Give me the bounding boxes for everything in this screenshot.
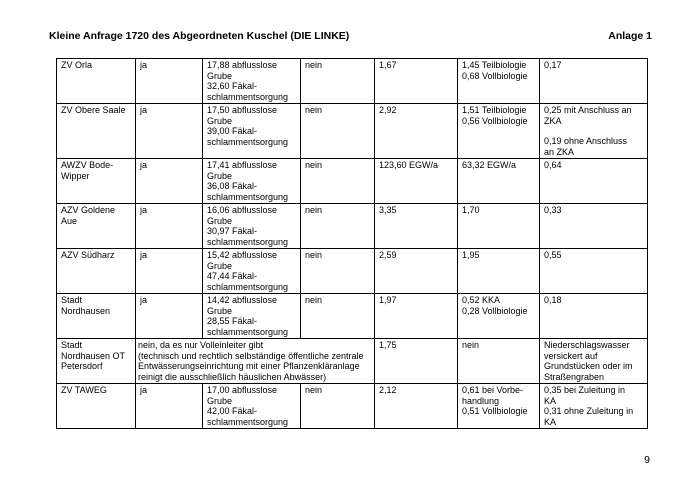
cell-line: 1,95 xyxy=(462,250,480,260)
treatment-cell xyxy=(458,294,540,339)
cost-cell xyxy=(203,384,301,429)
cell-line: nein xyxy=(305,385,323,395)
connection-cell xyxy=(136,204,203,249)
cell-line: AZV Südharz xyxy=(61,250,115,260)
cell-line: 0,56 Vollbiologie xyxy=(462,115,528,126)
cell-line: Grube xyxy=(207,115,233,126)
cell-line: nein, da es nur Volleinleiter gibt xyxy=(138,340,264,350)
connection-cell xyxy=(136,294,203,339)
cell-line: nein xyxy=(462,340,480,350)
cell-line: 2,12 xyxy=(379,385,397,395)
connection-cell xyxy=(136,159,203,204)
volume-cell xyxy=(375,249,458,294)
table-row xyxy=(57,59,648,104)
association-name-cell xyxy=(57,104,136,159)
cell-line: 15,42 abflusslose xyxy=(207,250,278,260)
association-name-cell xyxy=(57,294,136,339)
cell-line: ja xyxy=(140,160,148,170)
cell-line: reinigt die ausschließlich häuslichen Abwässer) xyxy=(138,371,327,382)
volume-cell xyxy=(375,339,458,384)
cell-line: an ZKA xyxy=(544,146,575,157)
cell-line: nein xyxy=(305,295,323,305)
table-row xyxy=(57,204,648,249)
cost-cell xyxy=(203,204,301,249)
cell-line: 0,55 xyxy=(544,250,562,260)
cell-line: KA xyxy=(544,395,557,406)
cell-line: Grube xyxy=(207,395,233,406)
cell-line: nein xyxy=(305,105,323,115)
cell-line: nein xyxy=(305,250,323,260)
treatment-cell xyxy=(458,249,540,294)
cell-line: ja xyxy=(140,295,148,305)
cell-line: Stadt xyxy=(61,295,83,305)
rate-cell xyxy=(540,339,648,384)
cell-line: 47,44 Fäkal- xyxy=(207,271,258,281)
cell-line: KA xyxy=(544,416,557,427)
merged-note-cell xyxy=(136,339,375,384)
cell-line: 0,17 xyxy=(544,60,562,70)
volume-cell xyxy=(375,294,458,339)
cell-line: 0,35 bei Zuleitung in xyxy=(544,385,626,395)
cell-line: nein xyxy=(305,205,323,215)
cost-cell xyxy=(203,104,301,159)
rate-cell xyxy=(540,59,648,104)
cell-line: Grube xyxy=(207,170,233,181)
cell-line: schlammentsorgung xyxy=(207,236,289,247)
cell-line: Nordhausen OT xyxy=(61,350,126,361)
cell-line: 2,92 xyxy=(379,105,397,115)
cell-line: AZV Goldene xyxy=(61,205,116,215)
cell-line: schlammentsorgung xyxy=(207,136,289,147)
flag-cell xyxy=(301,59,375,104)
rate-cell xyxy=(540,204,648,249)
cell-line: 32,60 Fäkal- xyxy=(207,81,258,91)
cell-line: 0,68 Vollbiologie xyxy=(462,70,528,81)
treatment-cell xyxy=(458,384,540,429)
cell-line: 16,06 abflusslose xyxy=(207,205,278,215)
connection-cell xyxy=(136,249,203,294)
cell-line: Grube xyxy=(207,305,233,316)
cell-line: AWZV Bode- xyxy=(61,160,114,170)
page-number: 9 xyxy=(644,454,650,466)
cell-line: Grube xyxy=(207,260,233,271)
treatment-cell xyxy=(458,159,540,204)
cell-line: Straßengraben xyxy=(544,371,605,382)
flag-cell xyxy=(301,104,375,159)
cell-line: 63,32 EGW/a xyxy=(462,160,517,170)
cell-line: 14,42 abflusslose xyxy=(207,295,278,305)
cell-line: 1,45 Teilbiologie xyxy=(462,60,527,70)
association-name-cell xyxy=(57,339,136,384)
cell-line: Petersdorf xyxy=(61,361,103,371)
table-row xyxy=(57,159,648,204)
cell-line: 0,19 ohne Anschluss xyxy=(544,136,628,146)
connection-cell xyxy=(136,104,203,159)
cell-line: 0,52 KKA xyxy=(462,295,501,305)
treatment-cell xyxy=(458,204,540,249)
flag-cell xyxy=(301,384,375,429)
cell-line: 1,75 xyxy=(379,340,397,350)
cell-line: ZKA xyxy=(544,115,562,126)
volume-cell xyxy=(375,384,458,429)
volume-cell xyxy=(375,159,458,204)
cell-line: 36,08 Fäkal- xyxy=(207,181,258,191)
treatment-cell xyxy=(458,59,540,104)
cost-cell xyxy=(203,294,301,339)
association-name-cell xyxy=(57,384,136,429)
cell-line: schlammentsorgung xyxy=(207,326,289,337)
table-row xyxy=(57,294,648,339)
cell-line: Grundstücken oder im xyxy=(544,361,633,371)
rate-cell xyxy=(540,104,648,159)
treatment-cell xyxy=(458,104,540,159)
table-row xyxy=(57,104,648,159)
cell-line: 0,61 bei Vorbe- xyxy=(462,385,524,395)
cell-line: 42,00 Fäkal- xyxy=(207,406,258,416)
association-name-cell xyxy=(57,204,136,249)
cell-line: ja xyxy=(140,385,148,395)
document-title: Kleine Anfrage 1720 des Abgeordneten Kuschel (DIE LINKE) xyxy=(49,30,350,42)
table-row xyxy=(57,384,648,429)
flag-cell xyxy=(301,294,375,339)
cell-line: (technisch und rechtlich selbständige öffentliche zentrale xyxy=(138,350,364,361)
cell-line: ja xyxy=(140,205,148,215)
flag-cell xyxy=(301,204,375,249)
cost-cell xyxy=(203,249,301,294)
cell-line xyxy=(544,126,644,136)
cell-line: schlammentsorgung xyxy=(207,191,289,202)
connection-cell xyxy=(136,59,203,104)
cell-line: 17,50 abflusslose xyxy=(207,105,278,115)
cell-line: Grube xyxy=(207,70,233,81)
association-name-cell xyxy=(57,249,136,294)
cell-line: ZV TAWEG xyxy=(61,385,107,395)
flag-cell xyxy=(301,159,375,204)
cell-line: 123,60 EGW/a xyxy=(379,160,439,170)
flag-cell xyxy=(301,249,375,294)
cell-line: ja xyxy=(140,60,148,70)
rate-cell xyxy=(540,294,648,339)
association-name-cell xyxy=(57,159,136,204)
cell-line: 39,00 Fäkal- xyxy=(207,126,258,136)
cell-line: nein xyxy=(305,60,323,70)
cell-line: Grube xyxy=(207,215,233,226)
cell-line: nein xyxy=(305,160,323,170)
cell-line: Entwässerungseinrichtung mit einer Pflanzenkläranlage xyxy=(138,361,360,371)
volume-cell xyxy=(375,59,458,104)
volume-cell xyxy=(375,104,458,159)
cost-cell xyxy=(203,159,301,204)
cell-line: 0,51 Vollbiologie xyxy=(462,406,528,416)
connection-cell xyxy=(136,384,203,429)
volume-cell xyxy=(375,204,458,249)
rate-cell xyxy=(540,384,648,429)
cell-line: Stadt xyxy=(61,340,83,350)
rate-cell xyxy=(540,249,648,294)
cell-line: Niederschlagswasser xyxy=(544,340,630,350)
cell-line: 3,35 xyxy=(379,205,397,215)
cell-line: 0,64 xyxy=(544,160,562,170)
cost-cell xyxy=(203,59,301,104)
cell-line: handlung xyxy=(462,395,500,406)
cell-line: ZV Orla xyxy=(61,60,93,70)
association-name-cell xyxy=(57,59,136,104)
cell-line: 17,88 abflusslose xyxy=(207,60,278,70)
cell-line: schlammentsorgung xyxy=(207,91,289,102)
cell-line: ja xyxy=(140,250,148,260)
cell-line: 28,55 Fäkal- xyxy=(207,316,258,326)
cell-line: schlammentsorgung xyxy=(207,281,289,292)
cell-line: 1,70 xyxy=(462,205,480,215)
cell-line: 30,97 Fäkal- xyxy=(207,226,258,236)
cell-line: Aue xyxy=(61,215,78,226)
cell-line: versickert auf xyxy=(544,350,598,361)
annex-label: Anlage 1 xyxy=(608,30,652,42)
table-row xyxy=(57,339,648,384)
rate-cell xyxy=(540,159,648,204)
cell-line: 17,41 abflusslose xyxy=(207,160,278,170)
cell-line: 0,18 xyxy=(544,295,562,305)
cell-line: ja xyxy=(140,105,148,115)
table-row xyxy=(57,249,648,294)
cell-line: 1,51 Teilbiologie xyxy=(462,105,527,115)
cell-line: 0,28 Vollbiologie xyxy=(462,305,528,316)
cell-line: 2,59 xyxy=(379,250,397,260)
cell-line: Wipper xyxy=(61,170,90,181)
cell-line: 1,97 xyxy=(379,295,397,305)
data-table xyxy=(56,58,648,429)
cell-line: 0,33 xyxy=(544,205,562,215)
cell-line: 0,31 ohne Zuleitung in xyxy=(544,406,634,416)
cell-line: 1,67 xyxy=(379,60,397,70)
cell-line: 0,25 mit Anschluss an xyxy=(544,105,632,115)
cell-line: Nordhausen xyxy=(61,305,111,316)
cell-line: schlammentsorgung xyxy=(207,416,289,427)
cell-line: 17,00 abflusslose xyxy=(207,385,278,395)
cell-line: ZV Obere Saale xyxy=(61,105,126,115)
treatment-cell xyxy=(458,339,540,384)
